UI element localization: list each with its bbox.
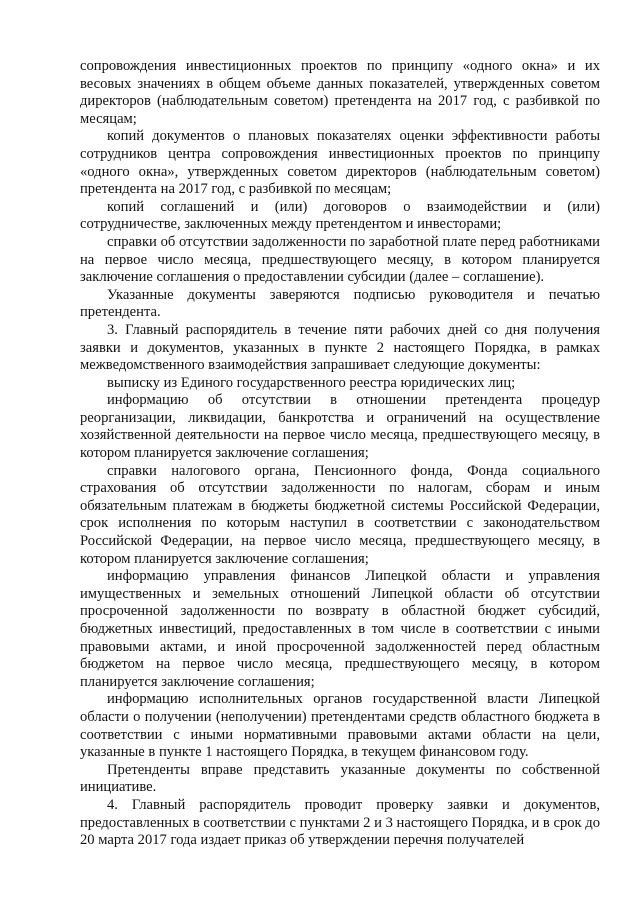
paragraph: информацию исполнительных органов государственной власти Липецкой области о получении (неполучении) претендентами средств областного бюджета в соответствии с иными нормативными правовыми актами области на цели, указанные в пункте 1 настоящего Порядка, в текущем финансовом году. <box>80 691 600 761</box>
paragraph-clause-3: 3. Главный распорядитель в течение пяти рабочих дней со дня получения заявки и документов, указанных в пункте 2 настоящего Порядка, в рамках межведомственного взаимодействия запрашивает следующие документы: <box>80 321 600 374</box>
paragraph: копий соглашений и (или) договоров о взаимодействии и (или) сотрудничестве, заключенных между претендентом и инвесторами; <box>80 198 600 233</box>
paragraph: информацию об отсутствии в отношении претендента процедур реорганизации, ликвидации, банкротства и ограничений на осуществление хозяйственной деятельности на первое число месяца, предшествующего месяцу, в котором планируется заключение соглашения; <box>80 392 600 462</box>
paragraph: справки об отсутствии задолженности по заработной плате перед работниками на первое число месяца, предшествующего месяцу, в котором планируется заключение соглашения о предоставлении субсидии (далее – соглашение). <box>80 233 600 286</box>
document-page <box>80 58 600 850</box>
paragraph: копий документов о плановых показателях оценки эффективности работы сотрудников центра сопровождения инвестиционных проектов по принципу «одного окна», утвержденных советом директоров (наблюдательным советом) претендента на 2017 год, с разбивкой по месяцам; <box>80 128 600 198</box>
paragraph: выписку из Единого государственного реестра юридических лиц; <box>107 374 516 391</box>
paragraph: справки налогового органа, Пенсионного фонда, Фонда социального страхования об отсутствии задолженности по налогам, сборам и иным обязательным платежам в бюджеты бюджетной системы Российской Федерации, срок исполнения по которым наступил в соответствии с законодательством Российской Федерации, на первое число месяца, предшествующего месяцу, в котором планируется заключение соглашения; <box>80 462 600 567</box>
paragraph-clause-4: 4. Главный распорядитель проводит проверку заявки и документов, предоставленных в соответствии с пунктами 2 и 3 настоящего Порядка, и в срок до 20 марта 2017 года издает приказ об утверждении перечня получателей <box>80 796 600 849</box>
paragraph: Претенденты вправе представить указанные документы по собственной инициативе. <box>80 761 600 796</box>
paragraph-continuation: сопровождения инвестиционных проектов по принципу «одного окна» и их весовых значениях в общем объеме данных показателей, утвержденных советом директоров (наблюдательным советом) претендента на 2017 год, с разбивкой по месяцам; <box>80 58 600 127</box>
paragraph: Указанные документы заверяются подписью руководителя и печатью претендента. <box>80 286 600 321</box>
paragraph: информацию управления финансов Липецкой области и управления имущественных и земельных отношений Липецкой области об отсутствии просроченной задолженности по возврату в областной бюджет субсидий, бюджетных инвестиций, предоставленных в том числе в соответствии с иными правовыми актами, и иной просроченной задолженностей перед областным бюджетом на первое число месяца, предшествующего месяцу, в котором планируется заключение соглашения; <box>80 568 600 690</box>
